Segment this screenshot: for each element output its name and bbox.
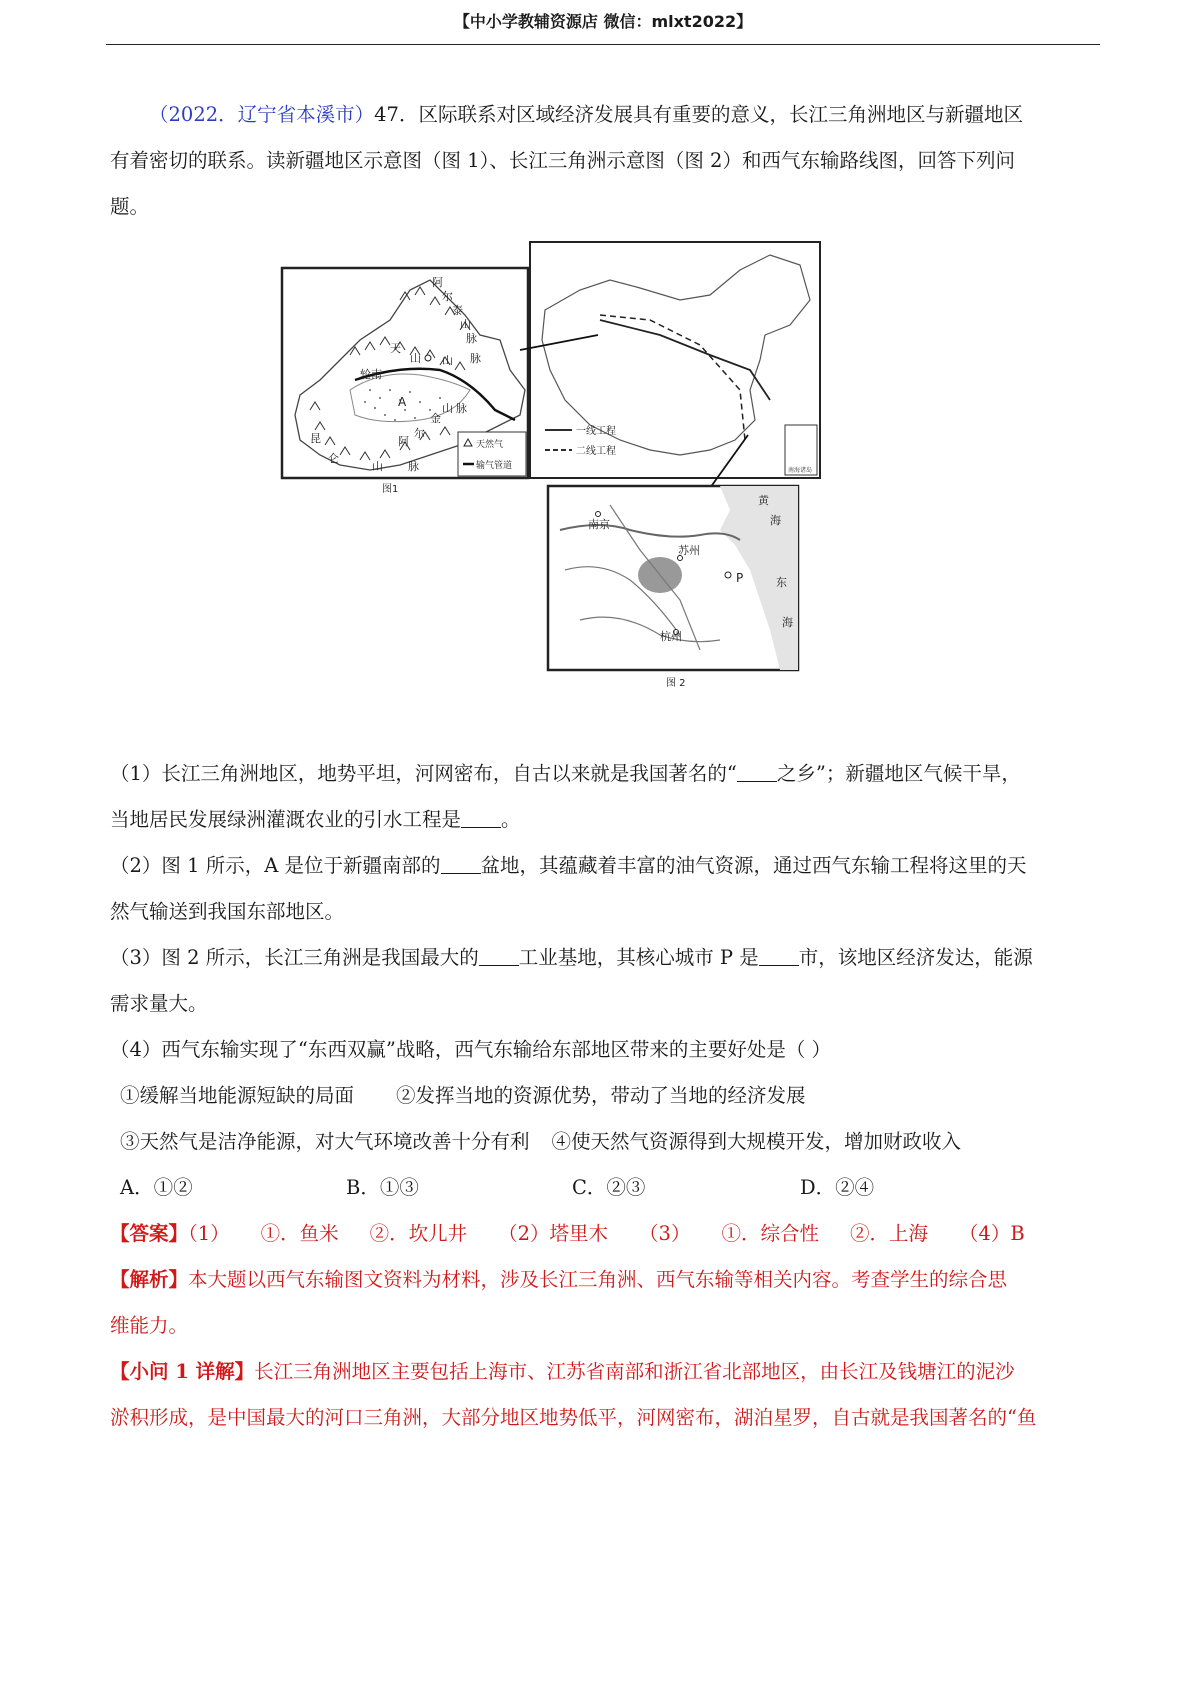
- question-source: （2022．辽宁省本溪市）: [149, 103, 375, 126]
- blank: [759, 947, 799, 966]
- altai-char: 脉: [466, 332, 477, 345]
- question-stem: [110, 92, 1100, 230]
- altun-char: 金: [430, 412, 441, 425]
- legend-line1: 一线工程: [576, 426, 616, 437]
- question-number: 47．: [374, 103, 419, 126]
- statement-4: ④使天然气资源得到大规模开发，增加财政收入: [551, 1130, 962, 1153]
- legend-line2: 二线工程: [576, 446, 616, 457]
- sea-yellow-char: 海: [770, 514, 781, 527]
- q3-line1: （3）图 2 所示，长江三角洲是我国最大的 工业基地，其核心城市 P 是 市，该地区经济发达，能源: [110, 946, 1033, 969]
- blank: [737, 763, 777, 782]
- map-figure: [280, 240, 900, 700]
- detail-line1: 【小问 1 详解】长江三角洲地区主要包括上海市、江苏省南部和浙江省北部地区，由长江及钱塘江的泥沙: [110, 1360, 1015, 1383]
- city-hangzhou: 杭州: [660, 630, 682, 643]
- stem-line-2: 有着密切的联系。读新疆地区示意图（图 1）、长江三角洲示意图（图 2）和西气东输路线图，回答下列问: [110, 149, 1015, 172]
- q3-line2: 需求量大。: [110, 992, 208, 1015]
- sea-yellow-char: 黄: [758, 494, 769, 507]
- kunlun-char: 昆: [310, 432, 321, 445]
- option-a: A．①②: [120, 1176, 193, 1199]
- altai-char: 尔: [442, 290, 453, 303]
- option-b: B．①③: [346, 1176, 419, 1199]
- tianshan-char: 山: [442, 354, 453, 367]
- analysis-line2: 维能力。: [110, 1314, 189, 1337]
- kunlun-char: 仑: [328, 452, 339, 465]
- statement-3: ③天然气是洁净能源，对大气环境改善十分有利: [120, 1130, 530, 1153]
- detail-line2: 淤积形成，是中国最大的河口三角洲，大部分地区地势低平，河网密布，湖泊星罗，自古就是我国著名的“鱼: [110, 1406, 1037, 1429]
- legend-gas: 天然气: [476, 440, 504, 450]
- altai-char: 阿: [432, 276, 443, 289]
- label-p: P: [736, 571, 744, 585]
- answer-text: （1） ①．鱼米 ②．坎儿井 （2）塔里木 （3） ①．综合性 ②．上海 （4）B: [188, 1222, 1025, 1245]
- figure2-caption: 图 2: [666, 678, 686, 689]
- stem-line-1: 区际联系对区域经济发展具有重要的意义，长江三角洲地区与新疆地区: [418, 103, 1023, 126]
- tianshan-char: 山: [410, 352, 421, 365]
- city-nanjing: 南京: [588, 518, 610, 531]
- q4-statements-2: [120, 1126, 961, 1154]
- kunlun-char: 山: [372, 460, 383, 473]
- detail-tag: 【小问 1 详解】: [110, 1360, 255, 1383]
- q4-statements-1: [120, 1080, 806, 1108]
- page-header: 【中小学教辅资源店 微信：mlxt2022】: [106, 8, 1100, 45]
- option-c: C．②③: [572, 1176, 646, 1199]
- answer-tag: 【答案】: [110, 1222, 189, 1245]
- blank: [479, 947, 519, 966]
- analysis-line1: 【解析】本大题以西气东输图文资料为材料，涉及长江三角洲、西气东输等相关内容。考查学生的综合思: [110, 1268, 1008, 1291]
- statement-2: ②发挥当地的资源优势，带动了当地的经济发展: [396, 1084, 806, 1107]
- figure2-yangtze-delta-map: [548, 486, 798, 689]
- blank: [461, 809, 501, 828]
- altai-char: 山: [460, 318, 471, 331]
- q1-line2: 当地居民发展绿洲灌溉农业的引水工程是 。: [110, 808, 521, 831]
- q1-line1: （1）长江三角洲地区，地势平坦，河网密布，自古以来就是我国著名的“ 之乡”；新疆地区气候干旱，: [110, 762, 1021, 785]
- figure1-xinjiang-map: [282, 268, 528, 495]
- tianshan-char: 天: [390, 342, 401, 355]
- answer-line: [110, 1218, 1025, 1246]
- q4-options: [120, 1172, 874, 1200]
- tianshan-char: 脉: [470, 352, 481, 365]
- china-map: [530, 242, 820, 478]
- city-suzhou: 苏州: [678, 544, 700, 557]
- q2-line1: （2）图 1 所示，A 是位于新疆南部的 盆地，其蕴藏着丰富的油气资源，通过西气东输工程将这里的天: [110, 854, 1027, 877]
- altun-char: 阿: [398, 435, 409, 448]
- statement-1: ①缓解当地能源短缺的局面: [120, 1084, 355, 1107]
- altun-char: 尔: [414, 427, 425, 440]
- inset-label: 南海诸岛: [788, 467, 813, 474]
- blank: [441, 855, 481, 874]
- altai-char: 泰: [452, 304, 463, 317]
- q2-line2: 然气输送到我国东部地区。: [110, 900, 345, 923]
- sea-east-char: 东: [776, 576, 787, 589]
- kunlun-char: 脉: [408, 460, 419, 473]
- option-d: D．②④: [800, 1176, 875, 1199]
- altun-char: 脉: [456, 402, 467, 415]
- stem-line-3: 题。: [110, 195, 150, 218]
- q4-stem: （4）西气东输实现了“东西双赢”战略，西气东输给东部地区带来的主要好处是（ ）: [110, 1038, 832, 1061]
- city-lunnan: 轮南: [360, 368, 382, 381]
- legend-pipe: 输气管道: [476, 461, 513, 471]
- sea-east-char: 海: [782, 616, 793, 629]
- analysis-tag: 【解析】: [110, 1268, 189, 1291]
- label-a: A: [398, 395, 407, 409]
- figure1-caption: 图1: [382, 484, 399, 495]
- altun-char: 山: [442, 402, 453, 415]
